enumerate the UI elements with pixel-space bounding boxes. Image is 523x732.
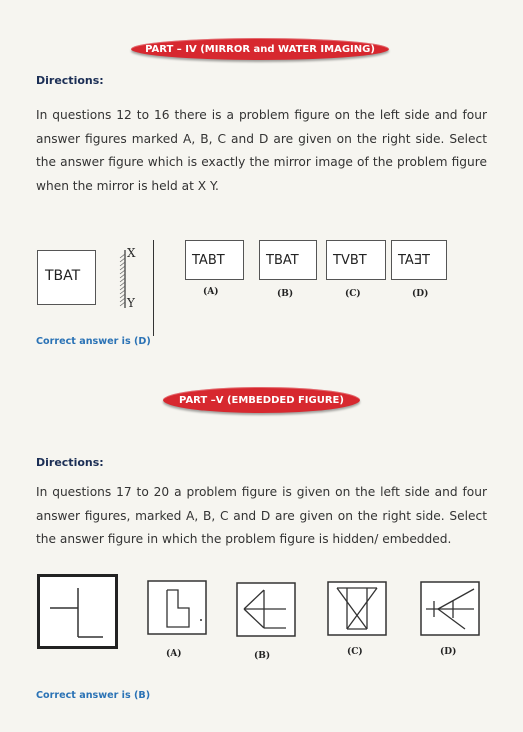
option-c-label: (C) xyxy=(345,289,361,299)
part5-directions-heading: Directions: xyxy=(36,456,104,469)
embedded-option-a-figure xyxy=(147,580,209,636)
embedded-option-b-figure xyxy=(236,582,298,638)
option-a-text: TABT xyxy=(192,253,225,268)
embedded-option-d-figure xyxy=(420,581,482,637)
part5-directions-text: In questions 17 to 20 a problem figure is given on the left side and four answer figures, marked A, B, C and D are given on the right side. Select the answer figure in which the problem figure is hidden/ embedded. xyxy=(36,485,487,546)
part4-correct-answer: Correct answer is (D) xyxy=(36,336,151,347)
part4-directions-text: In questions 12 to 16 there is a problem figure on the left side and four answer figures marked A, B, C and D are given on the right side. Select the answer figure which is exactly the mirror image of the problem figure when the mirror is held at X Y. xyxy=(36,108,487,193)
mirror-label-x: X xyxy=(127,246,136,260)
embedded-option-a-label: (A) xyxy=(166,649,182,659)
part4-banner: PART – IV (MIRROR and WATER IMAGING) xyxy=(131,38,389,60)
mirror-label-y: Y xyxy=(127,296,135,310)
separator-line xyxy=(153,240,154,336)
part4-directions-heading: Directions: xyxy=(36,74,104,87)
option-b-text: TBAT xyxy=(266,253,299,268)
option-b-label: (B) xyxy=(277,289,294,299)
embedded-option-b-label: (B) xyxy=(254,651,271,661)
problem-figure-text: TBAT xyxy=(45,268,81,284)
part5-correct-answer: Correct answer is (B) xyxy=(36,690,151,701)
option-a-label: (A) xyxy=(203,287,219,297)
option-d-label: (D) xyxy=(412,289,429,299)
option-d-text: TAƎT xyxy=(398,253,430,268)
embedded-option-c-label: (C) xyxy=(347,647,363,657)
embedded-option-d-label: (D) xyxy=(440,647,457,657)
embedded-problem-figure xyxy=(37,574,119,650)
embedded-option-c-figure xyxy=(327,581,389,637)
part5-banner: PART –V (EMBEDDED FIGURE) xyxy=(163,387,360,413)
option-c-text: TVBT xyxy=(333,253,367,268)
